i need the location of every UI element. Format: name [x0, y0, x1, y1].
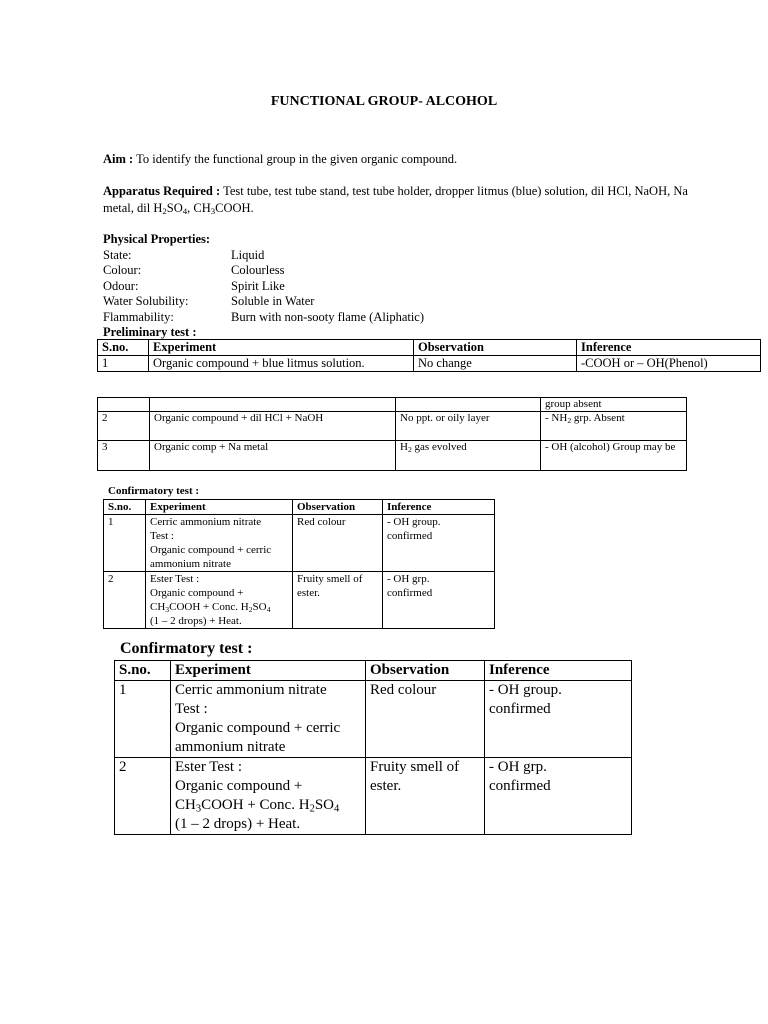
experiment-text: SO	[252, 601, 267, 613]
experiment-line: Cerric ammonium nitrate	[150, 516, 262, 528]
confirmatory-table-small	[103, 499, 495, 629]
experiment-line	[175, 796, 361, 815]
aim-line	[103, 151, 457, 168]
header-sno: S.no.	[104, 500, 146, 515]
confirmatory-table-large	[114, 660, 632, 835]
property-row	[103, 310, 424, 326]
property-value: Soluble in Water	[231, 294, 315, 308]
apparatus-text-2a: metal, dil H	[103, 201, 163, 215]
inference-sub: 2	[567, 415, 572, 425]
header-observation: Observation	[414, 340, 577, 356]
inference-line: - OH group.	[387, 516, 441, 528]
preliminary-heading: Preliminary test :	[103, 325, 197, 339]
cell-sno	[98, 398, 150, 412]
experiment-sub: 3	[165, 604, 170, 614]
observation-sub: 2	[407, 444, 412, 454]
cell-experiment	[171, 681, 366, 758]
apparatus-sub-3: 3	[210, 206, 216, 217]
experiment-line: Ester Test :	[175, 759, 242, 775]
apparatus-block	[103, 183, 743, 217]
experiment-sub: 2	[248, 604, 253, 614]
cell-inference	[485, 758, 632, 835]
cell-experiment	[150, 398, 396, 412]
property-row	[103, 263, 424, 279]
property-value: Colourless	[231, 263, 285, 277]
apparatus-text-2c: , CH	[187, 201, 211, 215]
experiment-line: (1 – 2 drops) + Heat.	[150, 615, 242, 627]
observation-text: gas evolved	[411, 441, 467, 453]
table-row	[98, 356, 761, 372]
aim-text: To identify the functional group in the given organic compound.	[136, 152, 458, 166]
header-observation: Observation	[293, 500, 383, 515]
cell-inference	[383, 572, 495, 629]
cell-experiment	[171, 758, 366, 835]
experiment-text: COOH + Conc. H	[169, 601, 249, 613]
cell-experiment	[146, 572, 293, 629]
page-title: FUNCTIONAL GROUP- ALCOHOL	[270, 94, 498, 109]
cell-observation	[396, 441, 541, 471]
table-row	[104, 515, 495, 572]
property-value: Burn with non-sooty flame (Aliphatic)	[231, 309, 425, 324]
apparatus-label: Apparatus Required :	[103, 184, 221, 198]
apparatus-sub-1: 2	[162, 206, 167, 217]
experiment-line: ammonium nitrate	[175, 739, 286, 755]
preliminary-table	[97, 339, 761, 372]
experiment-line: (1 – 2 drops) + Heat.	[175, 816, 301, 832]
header-inference: Inference	[577, 340, 761, 356]
cell-observation	[396, 398, 541, 412]
property-key: Colour:	[103, 263, 142, 277]
property-row	[103, 248, 424, 264]
cell-sno: 1	[115, 681, 171, 758]
observation-line: ester.	[370, 778, 402, 794]
inference-line: confirmed	[387, 587, 433, 599]
experiment-line: Organic compound + cerric	[175, 720, 341, 736]
table-row	[104, 572, 495, 629]
property-key: State:	[103, 247, 132, 262]
cell-inference	[485, 681, 632, 758]
table-row	[98, 412, 687, 441]
experiment-line: ammonium nitrate	[150, 558, 231, 570]
header-experiment: Experiment	[146, 500, 293, 515]
cell-inference: -COOH or – OH(Phenol)	[577, 356, 761, 372]
cell-sno: 2	[115, 758, 171, 835]
property-row	[103, 294, 424, 310]
cell-experiment: Organic compound + blue litmus solution.	[149, 356, 414, 372]
apparatus-line-2	[103, 200, 743, 217]
property-row	[103, 279, 424, 295]
inference-line: confirmed	[387, 530, 433, 542]
header-experiment: Experiment	[171, 661, 366, 681]
observation-line: Fruity smell of	[297, 573, 363, 585]
experiment-line: Test :	[150, 530, 174, 542]
experiment-line: Organic compound +	[150, 587, 244, 599]
confirmatory-heading-large: Confirmatory test :	[120, 640, 253, 657]
experiment-text: COOH + Conc. H	[201, 797, 310, 813]
inference-text: - NH	[545, 412, 568, 424]
inference-line: confirmed	[489, 701, 551, 717]
apparatus-line-1	[103, 183, 743, 200]
cell-observation	[293, 572, 383, 629]
cell-observation: Red colour	[366, 681, 485, 758]
experiment-text: CH	[175, 797, 196, 813]
cell-inference	[383, 515, 495, 572]
cell-sno: 3	[98, 441, 150, 471]
header-inference: Inference	[485, 661, 632, 681]
inference-line: - OH grp.	[387, 573, 430, 585]
table-header-row	[104, 500, 495, 515]
property-key: Odour:	[103, 278, 139, 293]
header-inference: Inference	[383, 500, 495, 515]
experiment-line: Ester Test :	[150, 573, 200, 585]
inference-text: grp. Absent	[571, 412, 625, 424]
table-row	[98, 441, 687, 471]
experiment-line	[150, 600, 288, 614]
cell-experiment: Organic compound + dil HCl + NaOH	[150, 412, 396, 441]
experiment-text: CH	[150, 601, 166, 613]
cell-observation: No change	[414, 356, 577, 372]
cell-inference	[541, 412, 687, 441]
experiment-line: Organic compound + cerric	[150, 544, 272, 556]
apparatus-sub-2: 4	[182, 206, 188, 217]
experiment-line: Test :	[175, 701, 208, 717]
inference-line: - OH group.	[489, 682, 562, 698]
cell-observation: No ppt. or oily layer	[396, 412, 541, 441]
table-row	[98, 398, 687, 412]
header-observation: Observation	[366, 661, 485, 681]
inference-line: confirmed	[489, 778, 551, 794]
cell-inference: - OH (alcohol) Group may be	[541, 441, 687, 471]
header-sno: S.no.	[115, 661, 171, 681]
cell-inference: group absent	[541, 398, 687, 412]
cell-experiment	[146, 515, 293, 572]
observation-text: H	[400, 441, 408, 453]
cell-sno: 1	[104, 515, 146, 572]
confirmatory-heading-small: Confirmatory test :	[108, 485, 200, 497]
table-row	[115, 758, 632, 835]
property-value: Liquid	[231, 247, 265, 262]
experiment-sub: 3	[195, 803, 202, 815]
experiment-sub: 4	[334, 803, 340, 815]
experiment-line: Cerric ammonium nitrate	[175, 682, 327, 698]
cell-observation	[366, 758, 485, 835]
property-key: Water Solubility:	[103, 294, 189, 308]
apparatus-text-2d: COOH.	[215, 201, 254, 215]
aim-label: Aim :	[103, 152, 134, 166]
experiment-text: SO	[314, 797, 334, 813]
header-experiment: Experiment	[149, 340, 414, 356]
preliminary-table-continued	[97, 397, 687, 471]
experiment-line: Organic compound +	[175, 778, 303, 794]
cell-sno: 1	[98, 356, 149, 372]
table-row	[115, 681, 632, 758]
cell-sno: 2	[104, 572, 146, 629]
table-header-row	[98, 340, 761, 356]
header-sno: S.no.	[98, 340, 149, 356]
cell-observation: Red colour	[293, 515, 383, 572]
apparatus-text-1: Test tube, test tube stand, test tube holder, dropper litmus (blue) solution, dil HCl, NaOH, Na	[223, 184, 688, 198]
cell-sno: 2	[98, 412, 150, 441]
experiment-sub: 4	[266, 604, 271, 614]
table-header-row	[115, 661, 632, 681]
physical-heading: Physical Properties:	[103, 232, 211, 246]
property-value: Spirit Like	[231, 278, 285, 293]
apparatus-text-2b: SO	[166, 201, 183, 215]
observation-line: ester.	[297, 587, 320, 599]
physical-properties	[103, 232, 424, 341]
cell-experiment: Organic comp + Na metal	[150, 441, 396, 471]
property-key: Flammability:	[103, 309, 174, 324]
observation-line: Fruity smell of	[370, 759, 460, 775]
experiment-sub: 2	[309, 803, 315, 815]
inference-line: - OH grp.	[489, 759, 547, 775]
